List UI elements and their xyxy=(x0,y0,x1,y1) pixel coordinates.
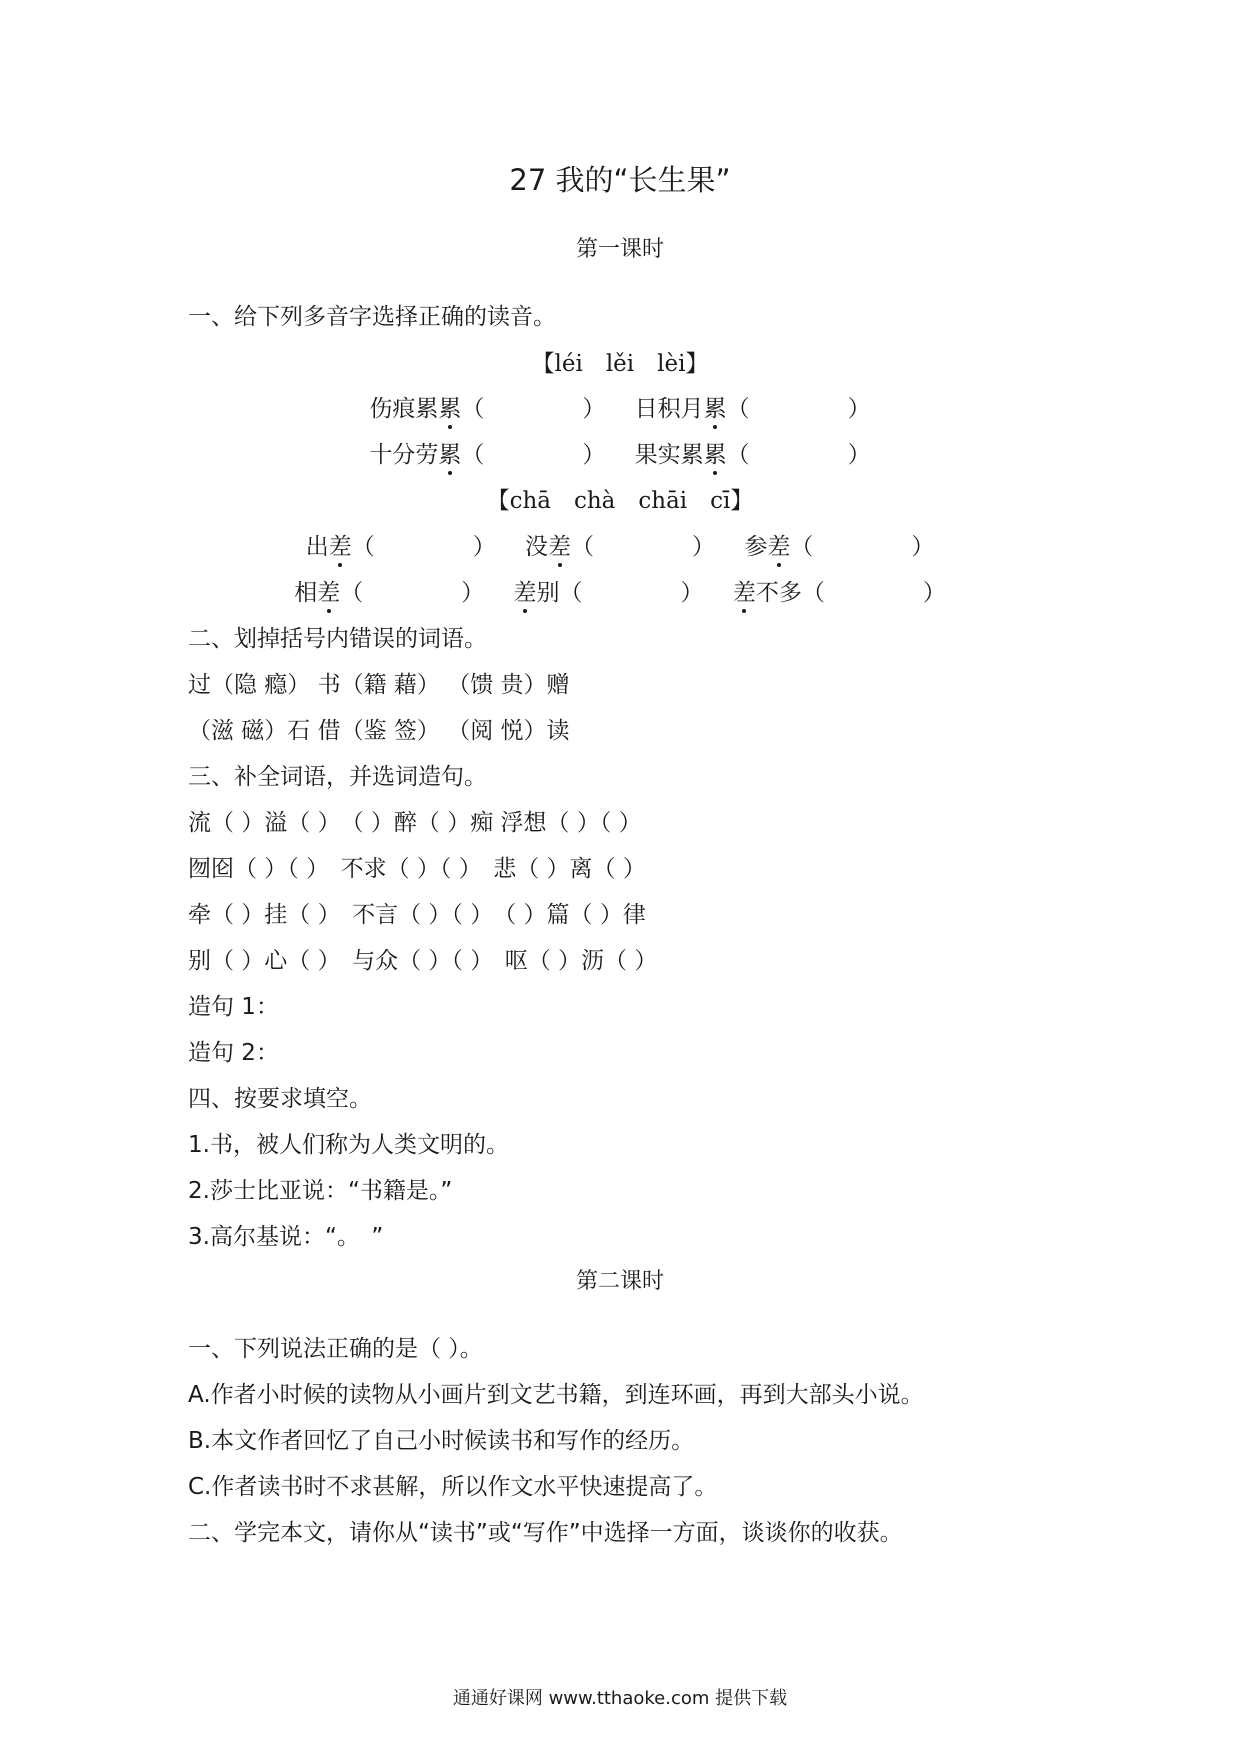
footer-source: 通通好课网 www.tthaoke.com 提供下载 xyxy=(452,1688,788,1709)
section-1-heading: 一、给下列多音字选择正确的读音。 xyxy=(188,304,556,330)
option-b: B.本文作者回忆了自己小时候读书和写作的经历。 xyxy=(188,1428,695,1454)
polyphone-item: 没差（ ） xyxy=(525,528,715,561)
polyphone-item: 差不多（ ） xyxy=(733,574,946,607)
polyphone-item: 参差（ ） xyxy=(744,528,934,561)
polyphone-row-1 xyxy=(0,390,1240,423)
polyphone-row-3 xyxy=(0,528,1240,561)
section-2-heading: 二、划掉括号内错误的词语。 xyxy=(188,626,487,652)
polyphone-item: 十分劳累（ ） xyxy=(369,436,605,469)
fill-item-2: 2.莎士比亚说：“书籍是。” xyxy=(188,1178,453,1204)
sentence-2-label: 造句 2： xyxy=(188,1040,279,1066)
word-choice-line-2: （滋 磁）石 借（鉴 签） （阅 悦）读 xyxy=(188,718,570,744)
section-3-heading: 三、补全词语，并选词造句。 xyxy=(188,764,487,790)
section-4-heading: 四、按要求填空。 xyxy=(188,1086,372,1112)
option-a: A.作者小时候的读物从小画片到文艺书籍，到连环画，再到大部头小说。 xyxy=(188,1382,924,1408)
pinyin-group-1: 【léi lěi lèi】 xyxy=(531,351,709,377)
idiom-line-1: 流（ ）溢（ ） （ ）醉（ ）痴 浮想（ ）（ ） xyxy=(188,810,642,836)
polyphone-item: 出差（ ） xyxy=(306,528,496,561)
idiom-line-2: 囫囵（ ）（ ） 不求（ ）（ ） 悲（ ）离（ ） xyxy=(188,856,646,882)
polyphone-item: 果实累累（ ） xyxy=(635,436,871,469)
sentence-1-label: 造句 1： xyxy=(188,994,279,1020)
polyphone-item: 日积月累（ ） xyxy=(635,390,871,423)
polyphone-item: 相差（ ） xyxy=(294,574,484,607)
page-title: 27 我的“长生果” xyxy=(509,163,731,197)
fill-item-1: 1.书，被人们称为人类文明的。 xyxy=(188,1132,509,1158)
polyphone-item: 差别（ ） xyxy=(514,574,704,607)
lesson-2-heading: 第二课时 xyxy=(575,1269,664,1294)
lesson-1-heading: 第一课时 xyxy=(575,237,664,262)
part2-question-1: 一、下列说法正确的是（ ）。 xyxy=(188,1336,483,1362)
word-choice-line-1: 过（隐 瘾） 书（籍 藉） （馈 贵）赠 xyxy=(188,672,570,698)
polyphone-row-2 xyxy=(0,436,1240,469)
part2-question-2: 二、学完本文，请你从“读书”或“写作”中选择一方面，谈谈你的收获。 xyxy=(188,1520,903,1546)
fill-item-3: 3.高尔基说：“。 ” xyxy=(188,1224,384,1250)
option-c: C.作者读书时不求甚解，所以作文水平快速提高了。 xyxy=(188,1474,718,1500)
idiom-line-3: 牵（ ）挂（ ） 不言（ ）（ ） （ ）篇（ ）律 xyxy=(188,902,646,928)
polyphone-row-4 xyxy=(0,574,1240,607)
polyphone-item: 伤痕累累（ ） xyxy=(369,390,605,423)
idiom-line-4: 别（ ）心（ ） 与众（ ）（ ） 呕（ ）沥（ ） xyxy=(188,948,658,974)
pinyin-group-2: 【chā chà chāi cī】 xyxy=(486,488,754,514)
